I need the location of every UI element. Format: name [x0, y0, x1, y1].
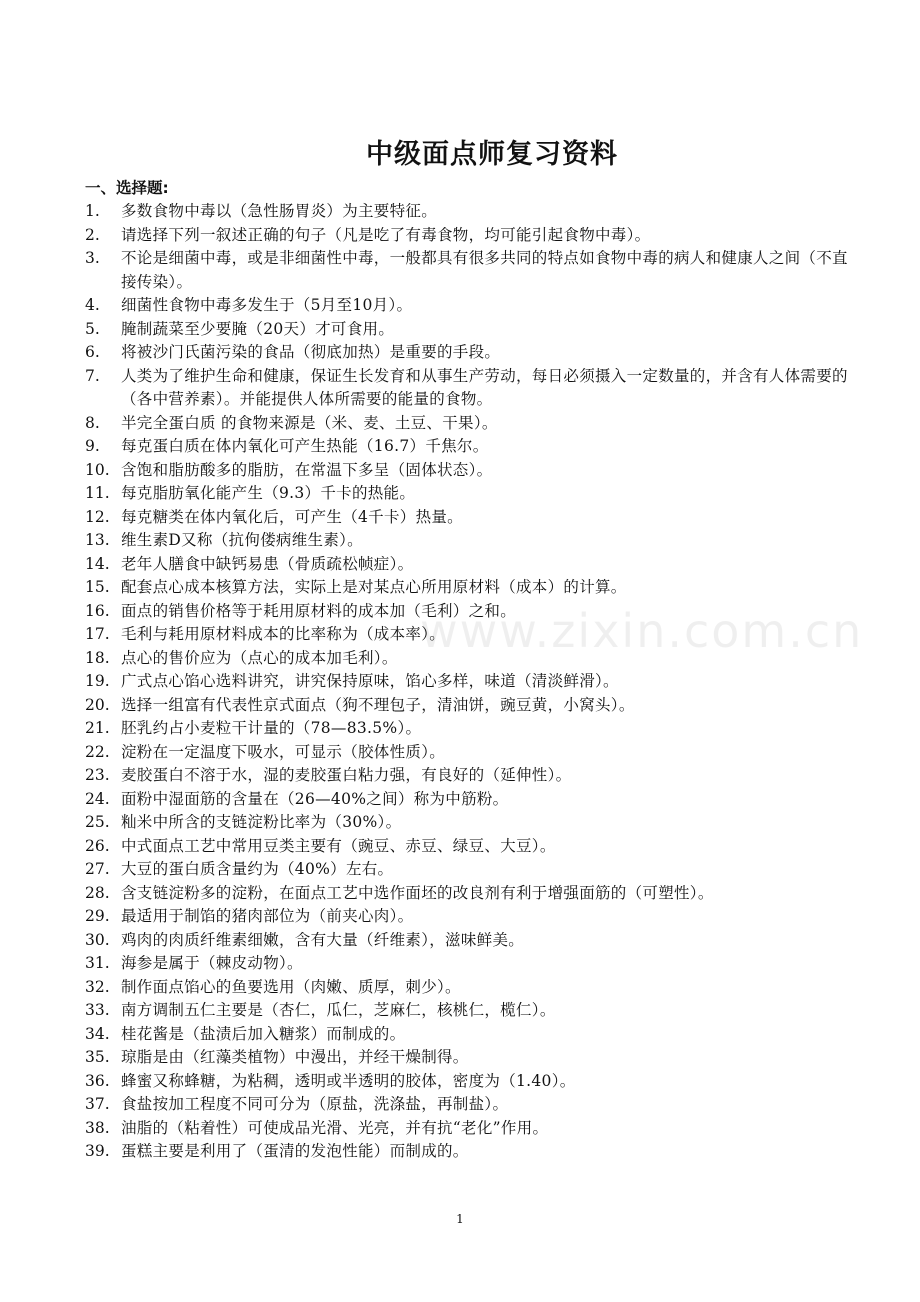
item-text: 面粉中湿面筋的含量在（26—40%之间）称为中筋粉。: [121, 789, 509, 808]
document-title: 中级面点师复习资料: [366, 139, 618, 170]
item-text: 人类为了维护生命和健康，保证生长发育和从事生产劳动，每日必须摄入一定数量的，并含有人体需要的（各中营养素）。并能提供人体所需要的能量的食物。: [121, 366, 848, 408]
item-text: 点心的售价应为（点心的成本加毛利）。: [121, 648, 398, 667]
item-text: 老年人膳食中缺钙易患（骨质疏松帧症）。: [121, 554, 414, 573]
item-text: 蜂蜜又称蜂糖，为粘稠，透明或半透明的胶体，密度为（1.40）。: [121, 1071, 576, 1090]
watermark: www.zixin.com.cn: [420, 604, 864, 658]
item-number: 15.: [85, 578, 110, 596]
item-text: 琼脂是由（红藻类植物）中漫出，并经干燥制得。: [121, 1048, 469, 1066]
item-number: 37.: [85, 1095, 110, 1113]
item-number: 4.: [85, 296, 100, 314]
item-text: 中式面点工艺中常用豆类主要有（豌豆、赤豆、绿豆、大豆）。: [121, 836, 556, 855]
item-number: 3.: [85, 249, 100, 267]
item-text: 腌制蔬菜至少要腌（20天）才可食用。: [121, 319, 395, 338]
item-number: 33.: [85, 1001, 110, 1019]
item-number: 18.: [85, 648, 110, 667]
item-number: 7.: [85, 366, 100, 385]
list-item: [85, 318, 860, 342]
item-number: 38.: [85, 1118, 110, 1137]
list-item: [85, 200, 860, 224]
list-item: [85, 412, 860, 436]
item-number: 31.: [85, 954, 110, 972]
list-item: [85, 929, 860, 953]
item-text: 细菌性食物中毒多发生于（5月至10月）。: [121, 296, 413, 314]
item-text: 面点的销售价格等于耗用原材料的成本加（毛利）之和。: [121, 601, 517, 620]
list-item: [85, 224, 860, 248]
item-number: 10.: [85, 460, 110, 479]
item-number: 19.: [85, 672, 110, 690]
list-item: [85, 482, 860, 506]
list-item: [85, 741, 860, 765]
item-number: 34.: [85, 1024, 110, 1043]
item-text: 蛋糕主要是利用了（蛋清的发泡性能）而制成的。: [121, 1142, 469, 1160]
item-number: 17.: [85, 625, 110, 643]
item-text: 毛利与耗用原材料成本的比率称为（成本率）。: [121, 625, 446, 643]
item-number: 21.: [85, 719, 110, 737]
item-text: 含饱和脂肪酸多的脂肪，在常温下多呈（固体状态）。: [121, 460, 493, 479]
list-item: [85, 811, 860, 835]
item-number: 27.: [85, 860, 110, 878]
item-number: 39.: [85, 1142, 110, 1160]
list-item: [85, 788, 860, 812]
list-item: [85, 529, 860, 553]
item-text: 请选择下列一叙述正确的句子（凡是吃了有毒食物，均可能引起食物中毒）。: [121, 225, 651, 244]
item-number: 23.: [85, 766, 110, 784]
item-text: 淀粉在一定温度下吸水，可显示（胶体性质）。: [121, 742, 446, 761]
item-number: 22.: [85, 742, 110, 761]
question-list: [85, 200, 860, 1164]
list-item: [85, 576, 860, 600]
list-item: [85, 858, 860, 882]
item-text: 多数食物中毒以（急性肠胃炎）为主要特征。: [121, 202, 438, 220]
list-item: [85, 1140, 860, 1164]
list-item: [85, 506, 860, 530]
item-number: 6.: [85, 343, 100, 361]
item-number: 29.: [85, 907, 110, 925]
item-text: 麦胶蛋白不溶于水，湿的麦胶蛋白粘力强，有良好的（延伸性）。: [121, 766, 572, 784]
item-text: 鸡肉的肉质纤维素细嫩，含有大量（纤维素），滋味鲜美。: [121, 930, 525, 949]
list-item: [85, 341, 860, 365]
item-text: 海参是属于（棘皮动物）。: [121, 954, 303, 972]
list-item: [85, 999, 860, 1023]
list-item: [85, 294, 860, 318]
item-number: 1.: [85, 202, 100, 220]
item-text: 不论是细菌中毒，或是非细菌性中毒，一般都具有很多共同的特点如食物中毒的病人和健康人之间（不直接传染）。: [121, 249, 848, 291]
item-number: 13.: [85, 531, 110, 549]
list-item: [85, 1093, 860, 1117]
item-text: 每克糖类在体内氧化后，可产生（4千卡）热量。: [121, 507, 463, 526]
item-text: 半完全蛋白质 的食物来源是（米、麦、土豆、干果）。: [121, 413, 498, 432]
item-text: 配套点心成本核算方法，实际上是对某点心所用原材料（成本）的计算。: [121, 578, 627, 596]
list-item: [85, 365, 860, 412]
list-item: [85, 600, 860, 624]
list-item: [85, 553, 860, 577]
list-item: [85, 459, 860, 483]
item-number: 36.: [85, 1071, 110, 1090]
item-number: 32.: [85, 977, 110, 996]
item-text: 制作面点馅心的鱼要选用（肉嫩、质厚，刺少）。: [121, 977, 461, 996]
item-number: 12.: [85, 507, 110, 526]
list-item: [85, 247, 860, 294]
list-item: [85, 976, 860, 1000]
item-number: 20.: [85, 695, 110, 714]
item-text: 最适用于制馅的猪肉部位为（前夹心肉）。: [121, 907, 414, 925]
list-item: [85, 764, 860, 788]
list-item: [85, 1023, 860, 1047]
item-number: 35.: [85, 1048, 110, 1066]
list-item: [85, 435, 860, 459]
item-text: 籼米中所含的支链淀粉比率为（30%）。: [121, 813, 402, 831]
list-item: [85, 647, 860, 671]
list-item: [85, 835, 860, 859]
item-number: 5.: [85, 319, 100, 338]
item-number: 24.: [85, 789, 110, 808]
page-number: 1: [456, 1212, 464, 1226]
item-number: 2.: [85, 225, 100, 244]
list-item: [85, 905, 860, 929]
item-number: 26.: [85, 836, 110, 855]
item-text: 将被沙门氏菌污染的食品（彻底加热）是重要的手段。: [121, 343, 501, 361]
list-item: [85, 952, 860, 976]
item-text: 含支链淀粉多的淀粉，在面点工艺中选作面坯的改良剂有利于增强面筋的（可塑性）。: [121, 883, 714, 902]
item-text: 胚乳约占小麦粒干计量的（78—83.5%）。: [121, 719, 422, 737]
list-item: [85, 670, 860, 694]
item-text: 广式点心馅心选料讲究，讲究保持原味，馅心多样，味道（清淡鲜滑）。: [121, 672, 619, 690]
item-text: 每克蛋白质在体内氧化可产生热能（16.7）千焦尔。: [121, 437, 489, 455]
list-item: [85, 882, 860, 906]
item-number: 25.: [85, 813, 110, 831]
item-number: 28.: [85, 883, 110, 902]
item-text: 大豆的蛋白质含量约为（40%）左右。: [121, 860, 394, 878]
list-item: [85, 623, 860, 647]
section-heading: 一、选择题:: [85, 179, 169, 197]
item-number: 11.: [85, 484, 110, 502]
item-number: 14.: [85, 554, 110, 573]
list-item: [85, 717, 860, 741]
item-number: 9.: [85, 437, 100, 455]
item-text: 维生素D又称（抗佝偻病维生素）。: [121, 531, 363, 549]
item-text: 南方调制五仁主要是（杏仁，瓜仁，芝麻仁，核桃仁，榄仁）。: [121, 1001, 556, 1019]
item-text: 食盐按加工程度不同可分为（原盐，洗涤盐，再制盐）。: [121, 1095, 509, 1113]
list-item: [85, 1046, 860, 1070]
item-number: 30.: [85, 930, 110, 949]
list-item: [85, 694, 860, 718]
item-text: 桂花酱是（盐渍后加入糖浆）而制成的。: [121, 1024, 406, 1043]
item-text: 每克脂肪氧化能产生（9.3）千卡的热能。: [121, 484, 416, 502]
list-item: [85, 1117, 860, 1141]
item-text: 选择一组富有代表性京式面点（狗不理包子，清油饼，豌豆黄，小窝头）。: [121, 695, 635, 714]
item-number: 16.: [85, 601, 110, 620]
list-item: [85, 1070, 860, 1094]
item-number: 8.: [85, 413, 100, 432]
item-text: 油脂的（粘着性）可使成品光滑、光亮，并有抗“老化”作用。: [121, 1118, 549, 1137]
